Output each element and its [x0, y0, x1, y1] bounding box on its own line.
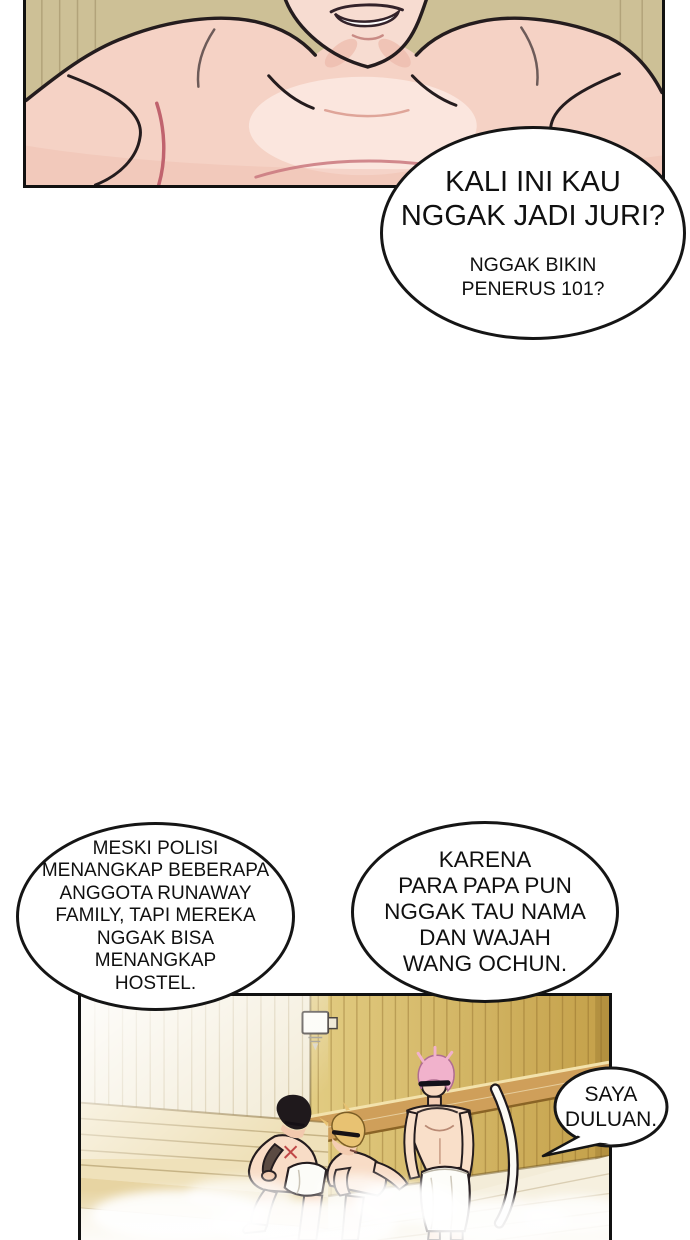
- bubble-line: DAN WAJAH: [419, 925, 551, 950]
- bubble-line: FAMILY, TAPI MEREKA: [55, 905, 256, 927]
- bubble-line: NGGAK BIKIN: [469, 254, 597, 276]
- speech-bubble-juri: [380, 126, 686, 340]
- panel-bottom-sauna-room: [78, 993, 612, 1240]
- speech-bubble-karena: [351, 821, 619, 1003]
- bubble-juri-main-text: [401, 165, 665, 233]
- bubble-line: SAYA: [584, 1083, 638, 1106]
- bubble-line: KALI INI KAU: [445, 166, 621, 198]
- bubble-line: KARENA: [438, 847, 532, 872]
- bubble-line: HOSTEL.: [114, 972, 197, 994]
- bubble-line: MENANGKAP BEBERAPA: [41, 860, 270, 882]
- speech-bubble-saya: [556, 1082, 666, 1132]
- bubble-juri-sub-text: [461, 253, 604, 301]
- bubble-line: NGGAK JADI JURI?: [400, 200, 666, 232]
- sauna-room-illustration: [81, 996, 609, 1240]
- bubble-line: ANGGOTA RUNAWAY: [59, 882, 252, 904]
- bubble-line: NGGAK BISA: [96, 927, 215, 949]
- bubble-line: MENANGKAP: [94, 950, 217, 972]
- bubble-line: PARA PAPA PUN: [398, 873, 572, 898]
- bubble-line: DULUAN.: [564, 1108, 658, 1131]
- bubble-line: PENERUS 101?: [461, 278, 605, 300]
- bubble-line: MESKI POLISI: [92, 837, 219, 859]
- bubble-line: NGGAK TAU NAMA: [384, 899, 586, 924]
- bubble-line: WANG OCHUN.: [402, 951, 568, 976]
- speech-bubble-police: [16, 822, 295, 1011]
